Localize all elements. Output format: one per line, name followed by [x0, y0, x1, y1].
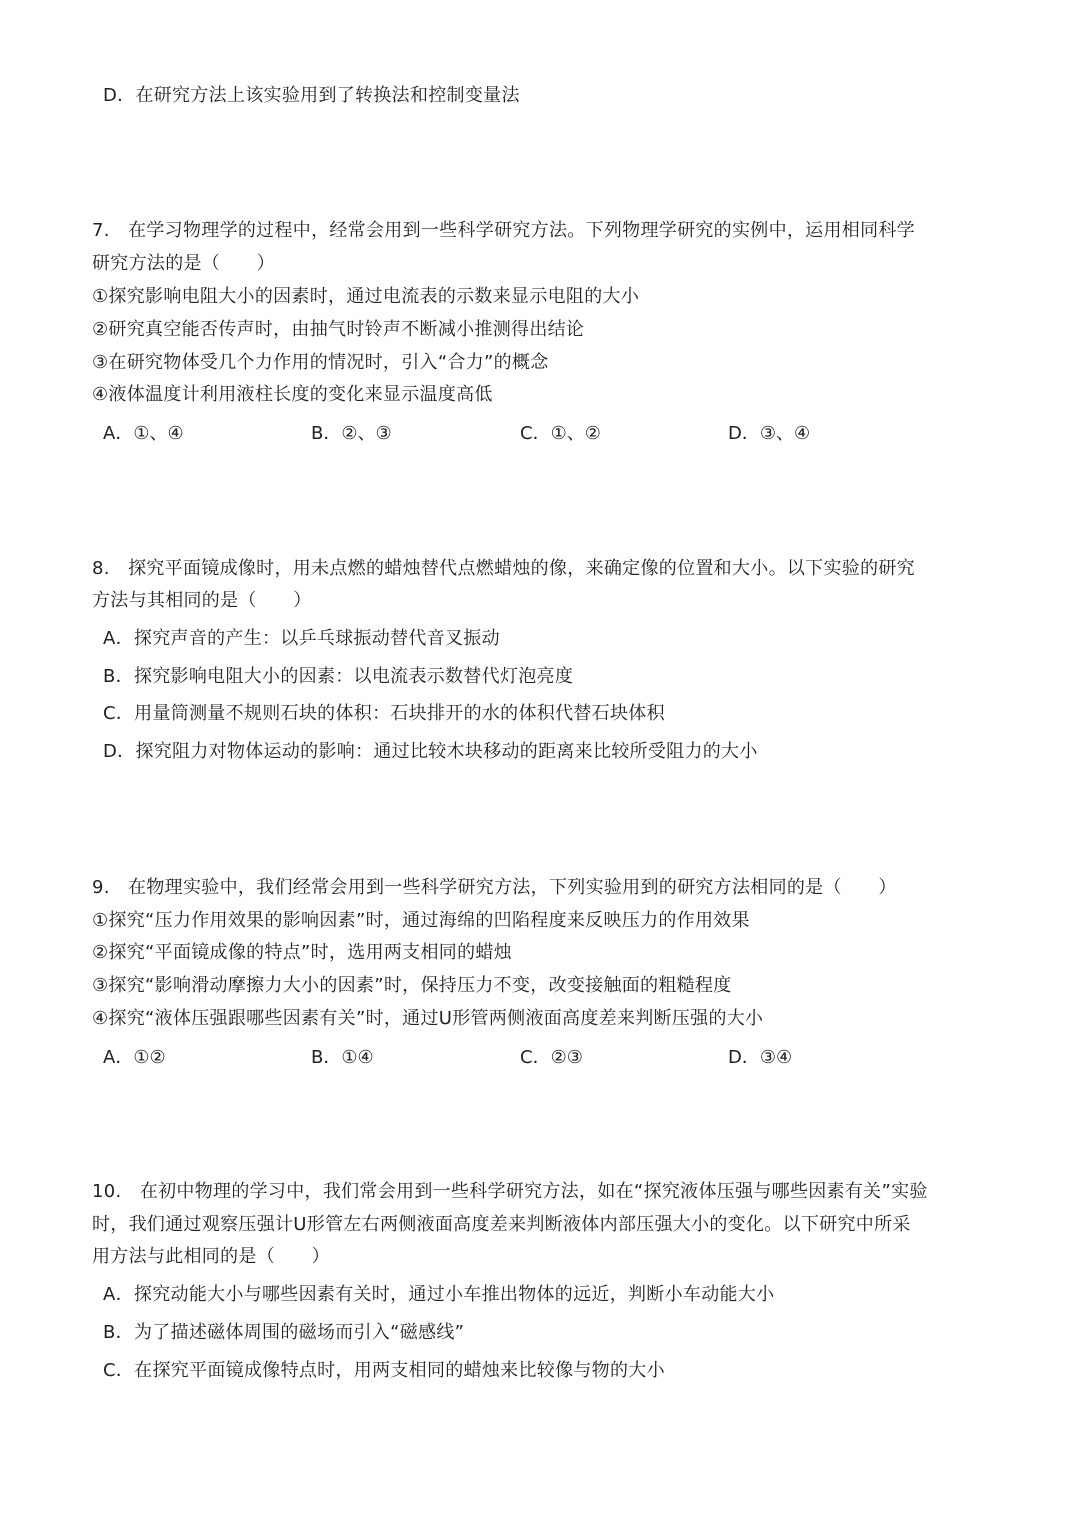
- q10-stem-line3: 用方法与此相同的是（ ）: [92, 1246, 330, 1267]
- q9-stem-line1: 9. 在物理实验中，我们经常会用到一些科学研究方法，下列实验用到的研究方法相同的是（ ）: [92, 877, 897, 898]
- q8-option-d: D．探究阻力对物体运动的影响：通过比较木块移动的距离来比较所受阻力的大小: [103, 741, 758, 762]
- q6-option-d: D．在研究方法上该实验用到了转换法和控制变量法: [103, 85, 520, 106]
- q7-option-a: A．①、④: [103, 423, 184, 444]
- q7-item-2: ②研究真空能否传声时，由抽气时铃声不断减小推测得出结论: [92, 319, 585, 340]
- q10-option-c: C．在探究平面镜成像特点时，用两支相同的蜡烛来比较像与物的大小: [103, 1360, 665, 1381]
- q7-item-3: ③在研究物体受几个力作用的情况时，引入“合力”的概念: [92, 352, 549, 373]
- q10-option-b: B．为了描述磁体周围的磁场而引入“磁感线”: [103, 1322, 465, 1343]
- q8-stem-line1: 8. 探究平面镜成像时，用未点燃的蜡烛替代点燃蜡烛的像，来确定像的位置和大小。以下实验的研究: [92, 558, 915, 579]
- q9-item-1: ①探究“压力作用效果的影响因素”时，通过海绵的凹陷程度来反映压力的作用效果: [92, 910, 750, 931]
- q10-stem-line2: 时，我们通过观察压强计U形管左右两侧液面高度差来判断液体内部压强大小的变化。以下研究中所采: [92, 1214, 911, 1235]
- q9-option-d: D．③④: [728, 1047, 793, 1068]
- q7-options: [103, 423, 963, 445]
- q9-option-c: C．②③: [520, 1047, 583, 1068]
- q9-option-b: B．①④: [311, 1047, 374, 1068]
- q7-stem-line2: 研究方法的是（ ）: [92, 253, 275, 274]
- q7-option-b: B．②、③: [311, 423, 392, 444]
- q9-item-4: ④探究“液体压强跟哪些因素有关”时，通过U形管两侧液面高度差来判断压强的大小: [92, 1008, 764, 1029]
- q8-option-c: C．用量筒测量不规则石块的体积：石块排开的水的体积代替石块体积: [103, 703, 665, 724]
- q7-stem-line1: 7. 在学习物理学的过程中，经常会用到一些科学研究方法。下列物理学研究的实例中，运用相同科学: [92, 220, 915, 241]
- q7-item-1: ①探究影响电阻大小的因素时，通过电流表的示数来显示电阻的大小: [92, 286, 640, 307]
- q9-option-a: A．①②: [103, 1047, 166, 1068]
- q9-item-2: ②探究“平面镜成像的特点”时，选用两支相同的蜡烛: [92, 942, 512, 963]
- q10-stem-line1: 10. 在初中物理的学习中，我们常会用到一些科学研究方法，如在“探究液体压强与哪些因素有关”实验: [92, 1181, 928, 1202]
- q7-item-4: ④液体温度计利用液柱长度的变化来显示温度高低: [92, 384, 493, 405]
- q10-option-a: A．探究动能大小与哪些因素有关时，通过小车推出物体的远近，判断小车动能大小: [103, 1284, 775, 1305]
- q9-item-3: ③探究“影响滑动摩擦力大小的因素”时，保持压力不变，改变接触面的粗糙程度: [92, 975, 732, 996]
- q7-option-d: D．③、④: [728, 423, 811, 444]
- q8-option-b: B．探究影响电阻大小的因素：以电流表示数替代灯泡亮度: [103, 666, 574, 687]
- q8-option-a: A．探究声音的产生：以乒乓球振动替代音叉振动: [103, 628, 500, 649]
- q7-option-c: C．①、②: [520, 423, 601, 444]
- q8-stem-line2: 方法与其相同的是（ ）: [92, 590, 312, 611]
- q9-options: [103, 1047, 963, 1069]
